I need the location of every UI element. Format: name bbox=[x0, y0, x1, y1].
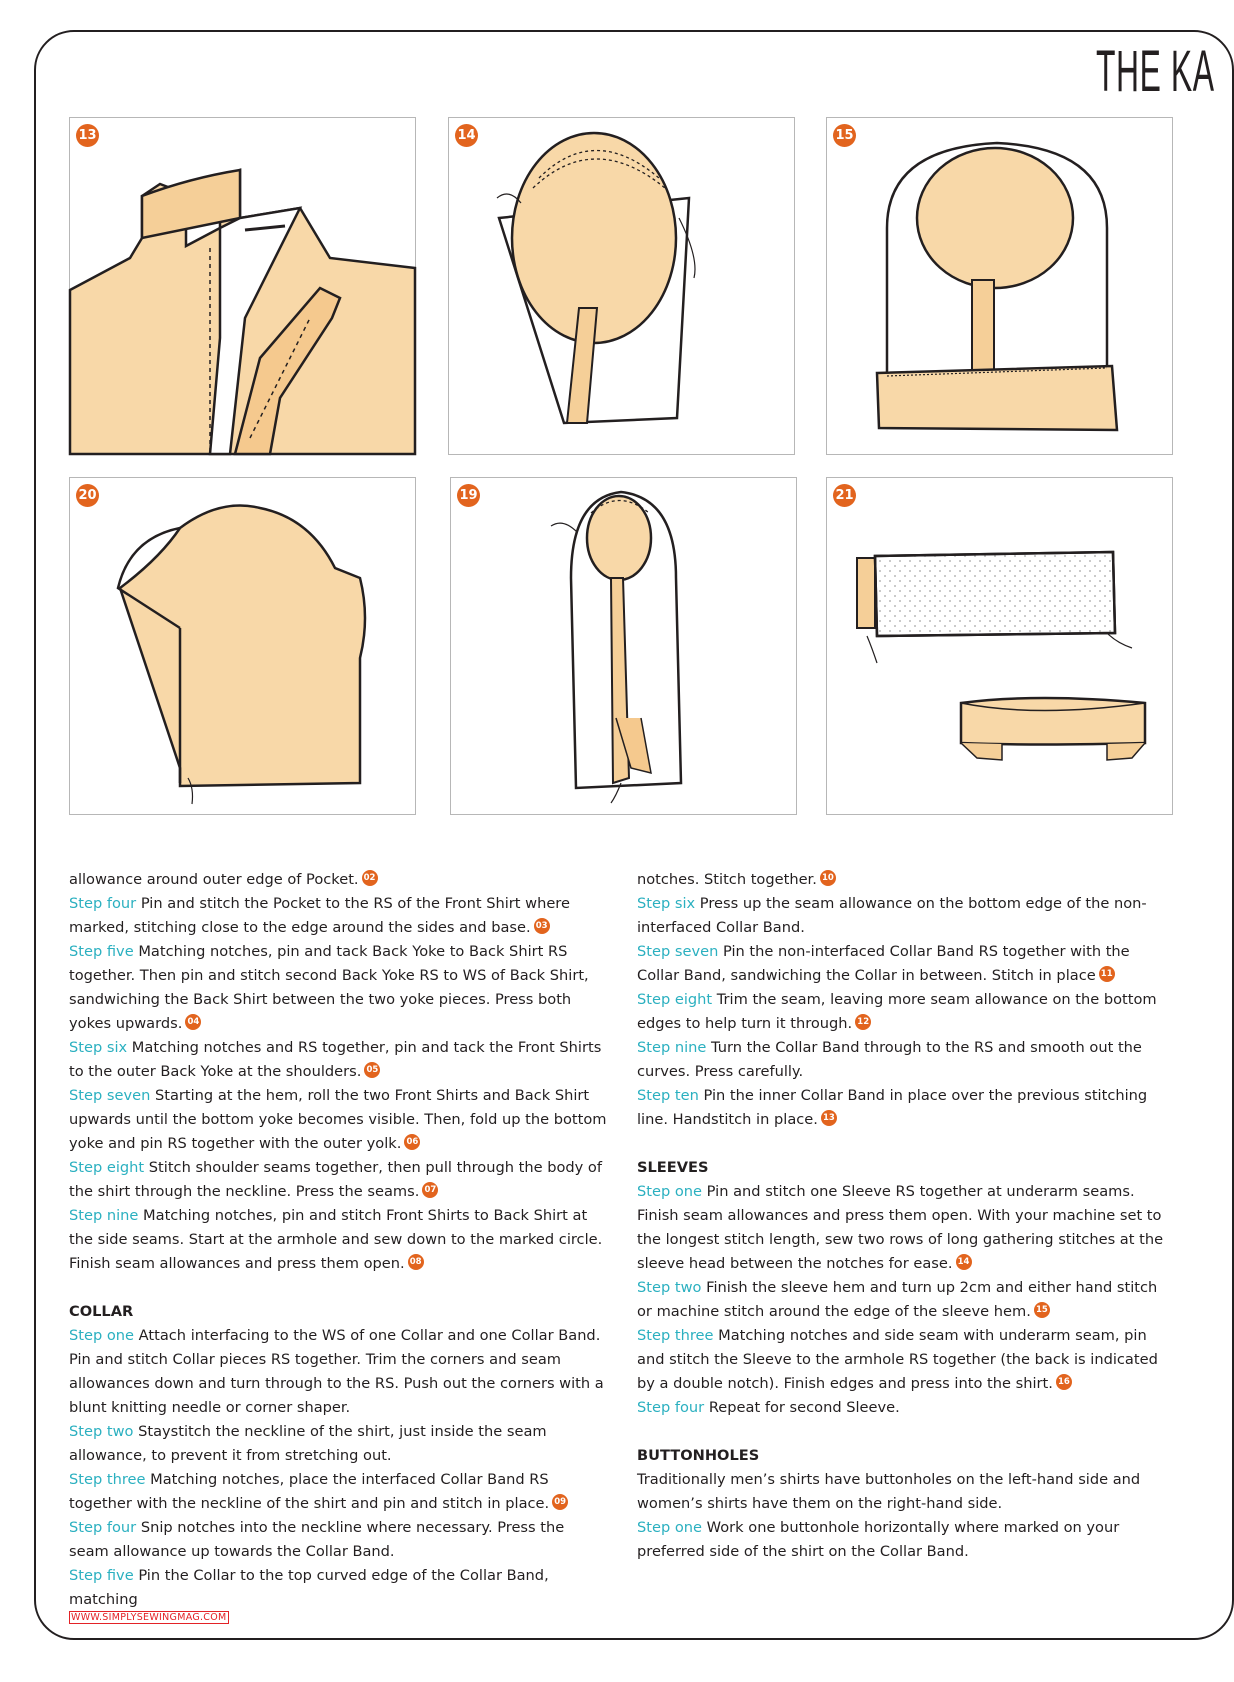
sleeve-steps bbox=[637, 1180, 1175, 1420]
instruction-paragraph bbox=[69, 868, 607, 892]
figure-reference-badge: 09 bbox=[552, 1494, 568, 1510]
step-label: Step ten bbox=[637, 1087, 699, 1104]
instruction-paragraph bbox=[637, 1516, 1175, 1564]
step-label: Step three bbox=[69, 1471, 146, 1488]
step-text: allowance around outer edge of Pocket. bbox=[69, 871, 359, 888]
step-label: Step seven bbox=[69, 1087, 151, 1104]
instruction-paragraph bbox=[69, 1156, 607, 1204]
figure-reference-badge: 15 bbox=[1034, 1302, 1050, 1318]
step-text: Staystitch the neckline of the shirt, just inside the seam allowance, to prevent it from stretching out. bbox=[69, 1423, 547, 1464]
figure-reference-badge: 03 bbox=[534, 918, 550, 934]
step-label: Step eight bbox=[637, 991, 713, 1008]
instruction-paragraph bbox=[69, 1324, 607, 1420]
step-badge: 15 bbox=[833, 124, 856, 147]
figure-reference-badge: 08 bbox=[408, 1254, 424, 1270]
illustration-panel-15 bbox=[826, 117, 1173, 455]
instruction-paragraph bbox=[637, 892, 1175, 940]
step-label: Step six bbox=[69, 1039, 128, 1056]
shirt-body-steps bbox=[69, 868, 607, 1276]
instruction-paragraph bbox=[69, 1564, 607, 1612]
instruction-paragraph bbox=[69, 1204, 607, 1276]
step-text: Matching notches, place the interfaced Collar Band RS together with the neckline of the shirt and pin and stitch in place. bbox=[69, 1471, 550, 1512]
instruction-paragraph bbox=[69, 1036, 607, 1084]
step-badge: 13 bbox=[76, 124, 99, 147]
step-badge: 21 bbox=[833, 484, 856, 507]
step-text: Pin the Collar to the top curved edge of the Collar Band, matching bbox=[69, 1567, 549, 1608]
step-label: Step seven bbox=[637, 943, 719, 960]
collar-attached-illustration bbox=[70, 118, 415, 454]
sleeve-piece-illustration bbox=[70, 478, 415, 814]
instruction-paragraph bbox=[637, 1396, 1175, 1420]
buttonholes-intro: Traditionally men’s shirts have buttonholes on the left-hand side and women’s shirts have them on the right-hand side. bbox=[637, 1471, 1141, 1512]
step-label: Step three bbox=[637, 1327, 714, 1344]
instruction-paragraph bbox=[637, 1084, 1175, 1132]
step-text: Trim the seam, leaving more seam allowance on the bottom edges to help turn it through. bbox=[637, 991, 1157, 1032]
collar-band-steps bbox=[637, 868, 1175, 1132]
instruction-paragraph bbox=[637, 940, 1175, 988]
step-text: Matching notches, pin and tack Back Yoke to Back Shirt RS together. Then pin and stitch second Back Yoke RS to WS of Back Shirt, sandwiching the Back Shirt between the two yoke pieces. Press both yokes upwards. bbox=[69, 943, 589, 1032]
step-text: Press up the seam allowance on the bottom edge of the non-interfaced Collar Band. bbox=[637, 895, 1147, 936]
step-text: Pin and stitch one Sleeve RS together at underarm seams. Finish seam allowances and press them open. With your machine set to the longest stitch length, sew two rows of long gathering stitches at the sleeve head between the notches for ease. bbox=[637, 1183, 1164, 1272]
instruction-paragraph bbox=[637, 1276, 1175, 1324]
instruction-paragraph bbox=[69, 1468, 607, 1516]
instruction-paragraph bbox=[637, 1036, 1175, 1084]
left-text-column bbox=[69, 868, 607, 1612]
step-text: Pin and stitch the Pocket to the RS of the Front Shirt where marked, stitching close to the edge around the sides and base. bbox=[69, 895, 570, 936]
collar-steps bbox=[69, 1324, 607, 1612]
magazine-section-title: THE KA bbox=[1096, 39, 1215, 104]
figure-reference-badge: 12 bbox=[855, 1014, 871, 1030]
step-text: Work one buttonhole horizontally where marked on your preferred side of the shirt on the Collar Band. bbox=[637, 1519, 1120, 1560]
step-text: Pin the non-interfaced Collar Band RS together with the Collar Band, sandwiching the Collar in between. Stitch in place bbox=[637, 943, 1130, 984]
sleeves-heading: SLEEVES bbox=[637, 1159, 709, 1176]
figure-reference-badge: 13 bbox=[821, 1110, 837, 1126]
step-label: Step four bbox=[69, 1519, 137, 1536]
buttonhole-steps bbox=[637, 1516, 1175, 1564]
step-label: Step nine bbox=[69, 1207, 139, 1224]
step-label: Step five bbox=[69, 943, 134, 960]
instruction-paragraph bbox=[69, 1420, 607, 1468]
step-text: Repeat for second Sleeve. bbox=[704, 1399, 900, 1416]
step-label: Step one bbox=[69, 1327, 135, 1344]
step-label: Step four bbox=[69, 895, 137, 912]
illustration-panel-19 bbox=[450, 477, 797, 815]
step-text: Stitch shoulder seams together, then pull through the body of the shirt through the neckline. Press the seams. bbox=[69, 1159, 602, 1200]
step-label: Step six bbox=[637, 895, 696, 912]
step-text: Pin the inner Collar Band in place over the previous stitching line. Handstitch in place. bbox=[637, 1087, 1148, 1128]
instruction-paragraph bbox=[637, 1324, 1175, 1396]
right-text-column bbox=[637, 868, 1175, 1564]
instruction-paragraph bbox=[69, 940, 607, 1036]
illustration-panel-21 bbox=[826, 477, 1173, 815]
step-label: Step one bbox=[637, 1183, 703, 1200]
sleeve-placket-illustration bbox=[451, 478, 796, 814]
illustration-panel-13 bbox=[69, 117, 416, 455]
step-text: notches. Stitch together. bbox=[637, 871, 817, 888]
step-text: Turn the Collar Band through to the RS and smooth out the curves. Press carefully. bbox=[637, 1039, 1142, 1080]
sleeve-hem-illustration bbox=[827, 118, 1172, 454]
instruction-paragraph bbox=[637, 1180, 1175, 1276]
figure-reference-badge: 11 bbox=[1099, 966, 1115, 982]
instruction-paragraph bbox=[69, 892, 607, 940]
footer-website-link[interactable]: WWW.SIMPLYSEWINGMAG.COM bbox=[71, 1612, 227, 1623]
step-text: Matching notches and RS together, pin and tack the Front Shirts to the outer Back Yoke at the shoulders. bbox=[69, 1039, 602, 1080]
step-label: Step five bbox=[69, 1567, 134, 1584]
step-text: Snip notches into the neckline where necessary. Press the seam allowance up towards the Collar Band. bbox=[69, 1519, 565, 1560]
step-badge: 14 bbox=[455, 124, 478, 147]
figure-reference-badge: 02 bbox=[362, 870, 378, 886]
figure-reference-badge: 04 bbox=[185, 1014, 201, 1030]
step-text: Matching notches and side seam with underarm seam, pin and stitch the Sleeve to the armhole RS together (the back is indicated by a double notch). Finish edges and press into the shirt. bbox=[637, 1327, 1158, 1392]
instruction-paragraph bbox=[637, 988, 1175, 1036]
figure-reference-badge: 07 bbox=[422, 1182, 438, 1198]
sleeve-gathering-illustration bbox=[449, 118, 794, 454]
instruction-paragraph bbox=[69, 1084, 607, 1156]
step-label: Step eight bbox=[69, 1159, 145, 1176]
instruction-paragraph bbox=[69, 1516, 607, 1564]
step-label: Step two bbox=[69, 1423, 134, 1440]
step-label: Step nine bbox=[637, 1039, 707, 1056]
collar-heading: COLLAR bbox=[69, 1303, 134, 1320]
step-label: Step one bbox=[637, 1519, 703, 1536]
instruction-paragraph bbox=[637, 868, 1175, 892]
figure-reference-badge: 06 bbox=[404, 1134, 420, 1150]
figure-reference-badge: 16 bbox=[1056, 1374, 1072, 1390]
step-badge: 20 bbox=[76, 484, 99, 507]
step-badge: 19 bbox=[457, 484, 480, 507]
step-text: Matching notches, pin and stitch Front Shirts to Back Shirt at the side seams. Start at the armhole and sew down to the marked circle. Finish seam allowances and press them open. bbox=[69, 1207, 603, 1272]
step-text: Attach interfacing to the WS of one Collar and one Collar Band. Pin and stitch Collar pieces RS together. Trim the corners and seam allowances down and turn through to the RS. Push out the corners with a blunt knitting needle or corner shaper. bbox=[69, 1327, 604, 1416]
figure-reference-badge: 05 bbox=[364, 1062, 380, 1078]
illustration-panel-20 bbox=[69, 477, 416, 815]
figure-reference-badge: 14 bbox=[956, 1254, 972, 1270]
step-label: Step two bbox=[637, 1279, 702, 1296]
figure-reference-badge: 10 bbox=[820, 870, 836, 886]
step-text: Finish the sleeve hem and turn up 2cm and either hand stitch or machine stitch around the edge of the sleeve hem. bbox=[637, 1279, 1158, 1320]
buttonholes-heading: BUTTONHOLES bbox=[637, 1447, 760, 1464]
collar-pieces-illustration bbox=[827, 478, 1172, 814]
step-label: Step four bbox=[637, 1399, 705, 1416]
illustration-panel-14 bbox=[448, 117, 795, 455]
step-text: Starting at the hem, roll the two Front Shirts and Back Shirt upwards until the bottom yoke becomes visible. Then, fold up the bottom yoke and pin RS together with the outer yolk. bbox=[69, 1087, 607, 1152]
